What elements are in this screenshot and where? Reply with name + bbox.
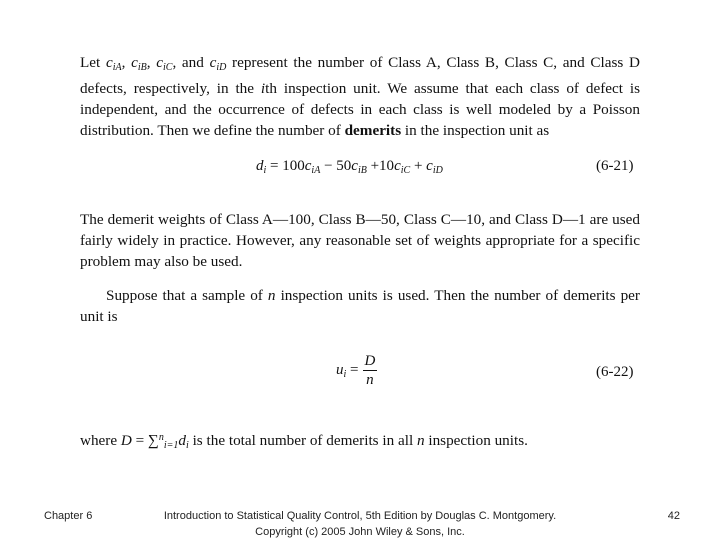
equation-number-6-22: (6-22) [596,364,634,380]
paragraph-sample-demerits: Suppose that a sample of n inspection units is used. Then the number of demerits per unit is [80,287,640,325]
term-demerits: demerits [344,122,402,139]
equation-6-21: $d_i = 100c_{iA} - 50c_{iB} +10c_{iC} + c_{iD}$ [256,158,443,176]
equation-number-6-21: (6-21) [596,158,634,174]
paragraph-total-demerits: where $D = \sum^n_{i=1}d_i$ is the total number of demerits in all n inspection units. [80,432,528,451]
text-span: , and [172,54,210,71]
footer-chapter: Chapter 6 [44,510,93,522]
footer-citation-line2: Copyright (c) 2005 John Wiley & Sons, Inc. [255,526,465,538]
fraction-D-over-n: $\frac{D}{n}$ [364,353,376,388]
symbol-ciC: $c_{iC}$ [156,54,173,73]
footer-page-number: 42 [667,510,680,522]
symbol-ciB: $c_{iB}$ [131,54,147,73]
text-span: in the inspection unit as [401,122,550,139]
symbol-i: i [260,80,266,97]
footer-citation [150,508,570,540]
text-span: , [146,54,157,71]
text-span: , [121,54,132,71]
symbol-ciD: $c_{iD}$ [209,54,227,73]
symbol-ciA: $c_{iA}$ [105,54,122,73]
footer-citation-line1: Introduction to Statistical Quality Control, 5th Edition by Douglas C. Montgomery. [163,510,557,522]
text-span: Let [80,54,106,71]
paragraph-class-definitions [80,52,640,141]
equation-6-22: $u_i$ = $\frac{D}{n}$ [336,353,376,388]
text-span: th inspection unit. We assume that each class of defect is independent, and the occurrence of defects in each class is well modeled by a Poisson distribution. Then we define the number of [80,80,640,139]
text-span: represent the number of Class A, Class B, Class C, and Class D defects, respectively, in the [80,54,641,97]
paragraph-demerit-weights: The demerit weights of Class A—100, Class B—50, Class C—10, and Class D—1 are used fairly widely in practice. However, any reasonable set of weights appropriate for a specific problem may also be used. [80,211,640,270]
